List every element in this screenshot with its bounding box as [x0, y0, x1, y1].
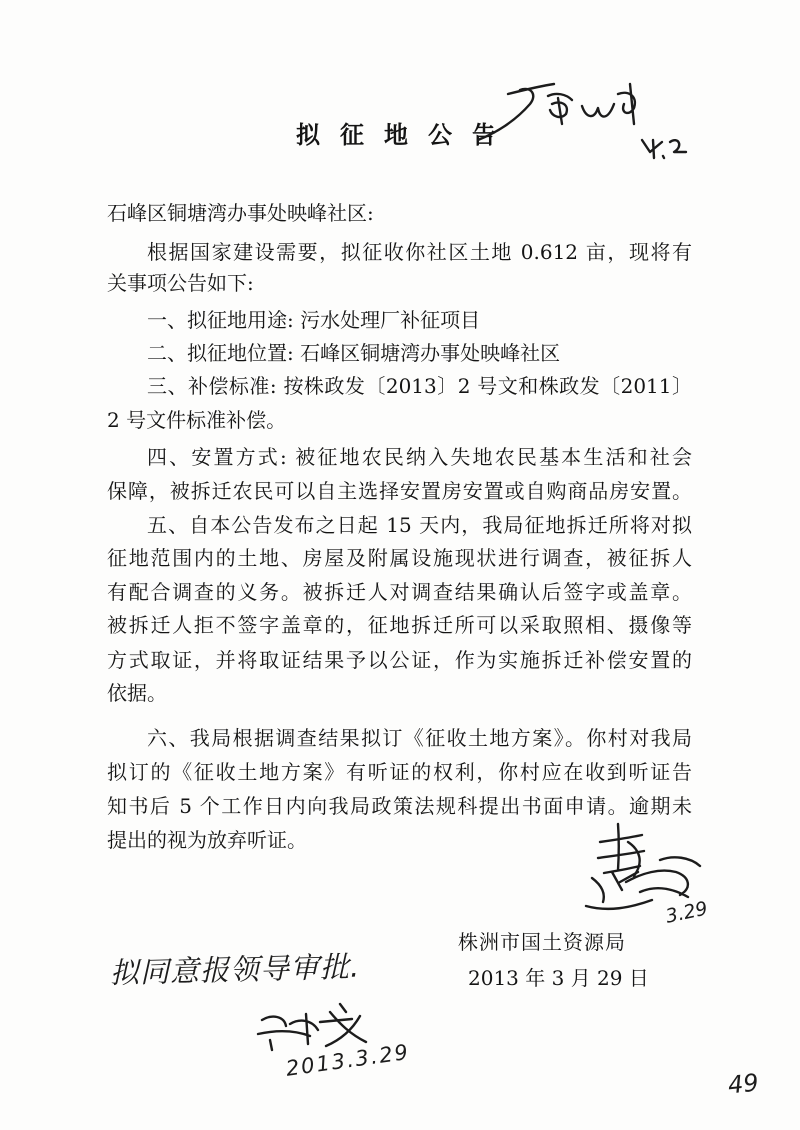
intro-line: 根据国家建设需要，拟征收你社区土地 0.612 亩，现将有 [147, 240, 692, 264]
item-survey-line: 依据。 [107, 681, 167, 705]
handwritten-approval-date: 2013.3.29 [284, 1039, 412, 1081]
item-survey-line: 征地范围内的土地、房屋及附属设施现状进行调查，被征拆人 [107, 546, 692, 570]
item-hearing-line: 拟订的《征收土地方案》有听证的权利，你村应在收到听证告 [107, 760, 692, 784]
item-compensation-line: 2 号文件标准补偿。 [107, 408, 287, 432]
item-resettlement-line: 四、安置方式: 被征地农民纳入失地农民基本生活和社会 [147, 445, 692, 469]
item-hearing-line: 六、我局根据调查结果拟订《征收土地方案》。你村对我局 [147, 726, 692, 750]
handwritten-reviewer-date: 3.29 [663, 897, 710, 928]
item-survey-line: 有配合调查的义务。被拆迁人对调查结果确认后签字或盖章。 [107, 580, 692, 604]
handwritten-page-number: 49 [726, 1068, 760, 1100]
addressee: 石峰区铜塘湾办事处映峰社区: [107, 201, 374, 225]
issue-date: 2013 年 3 月 29 日 [468, 966, 649, 990]
issuer-name: 株洲市国土资源局 [458, 930, 626, 954]
document-title: 拟征地公告 [296, 120, 516, 149]
item-survey-line: 被拆迁人拒不签字盖章的，征地拆迁所可以采取照相、摄像等 [107, 613, 692, 637]
item-survey-line: 方式取证，并将取证结果予以公证，作为实施拆迁补偿安置的 [107, 648, 692, 672]
intro-line: 关事项公告如下: [107, 271, 254, 295]
handwritten-approval-note: 拟同意报领导审批. [109, 949, 361, 990]
item-purpose: 一、拟征地用途: 污水处理厂补征项目 [147, 308, 481, 332]
item-location: 二、拟征地位置: 石峰区铜塘湾办事处映峰社区 [147, 341, 561, 365]
item-resettlement-line: 保障，被拆迁农民可以自主选择安置房安置或自购商品房安置。 [107, 479, 692, 503]
approver-signature [258, 1004, 366, 1050]
item-survey-line: 五、自本公告发布之日起 15 天内，我局征地拆迁所将对拟 [147, 513, 692, 537]
item-compensation-line: 三、补偿标准: 按株政发〔2013〕2 号文和株政发〔2011〕 [147, 374, 692, 398]
item-hearing-line: 知书后 5 个工作日内向我局政策法规科提出书面申请。逾期未 [107, 794, 692, 818]
item-hearing-line: 提出的视为放弃听证。 [107, 828, 307, 852]
